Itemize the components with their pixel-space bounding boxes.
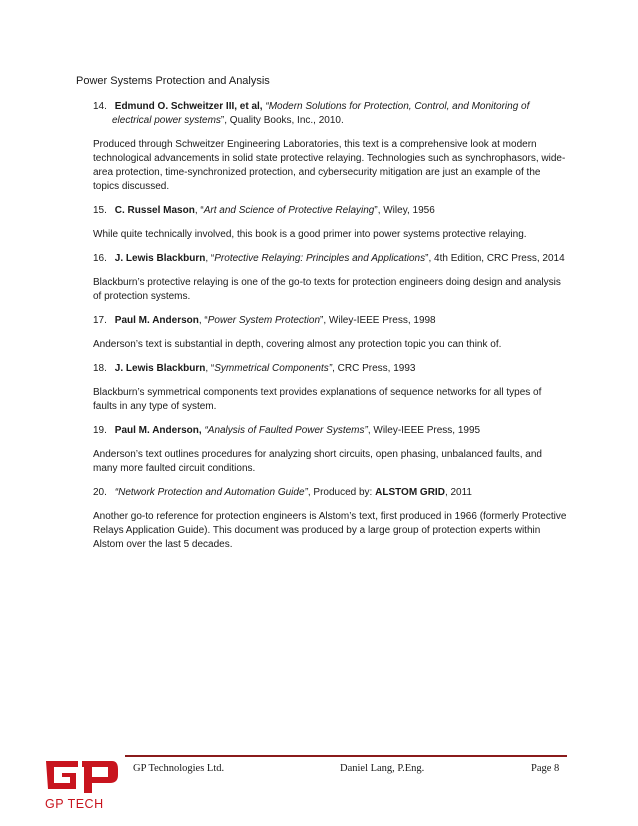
reference-15 bbox=[93, 204, 568, 218]
reference-14-citation bbox=[93, 100, 568, 128]
reference-20-citation bbox=[93, 486, 568, 500]
reference-publisher: , 2011 bbox=[444, 487, 472, 498]
reference-number: 18. bbox=[93, 363, 107, 374]
reference-number: 16. bbox=[93, 253, 107, 264]
reference-title: “Modern Solutions for Protection, Control, and Monitoring of electrical power systems bbox=[112, 101, 530, 126]
reference-title: “Network Protection and Automation Guide” bbox=[114, 487, 308, 498]
reference-number: 20. bbox=[93, 487, 107, 498]
footer-company: GP Technologies Ltd. bbox=[133, 763, 225, 774]
footer-author: Daniel Lang, P.Eng. bbox=[340, 763, 425, 774]
reference-number: 17. bbox=[93, 315, 107, 326]
reference-19-citation bbox=[93, 424, 568, 438]
section-title: Power Systems Protection and Analysis bbox=[76, 75, 270, 87]
reference-publisher: ”, Quality Books, Inc., 2010. bbox=[220, 115, 344, 126]
reference-publisher: , Wiley-IEEE Press, 1995 bbox=[367, 425, 481, 436]
reference-publisher: , CRC Press, 1993 bbox=[332, 363, 416, 374]
reference-17 bbox=[93, 314, 568, 328]
reference-16-citation bbox=[93, 252, 568, 266]
reference-author: ALSTOM GRID bbox=[375, 487, 445, 498]
reference-number: 15. bbox=[93, 205, 107, 216]
reference-title: “Analysis of Faulted Power Systems” bbox=[204, 425, 368, 436]
reference-author: J. Lewis Blackburn bbox=[114, 253, 206, 264]
reference-title: Power System Protection bbox=[207, 315, 321, 326]
reference-separator: , “ bbox=[205, 363, 215, 374]
reference-author: Paul M. Anderson bbox=[114, 315, 199, 326]
reference-15-description: While quite technically involved, this book is a good primer into power systems protective relaying. bbox=[93, 229, 527, 240]
reference-producer-label: , Produced by: bbox=[307, 487, 376, 498]
reference-title: Art and Science of Protective Relaying bbox=[203, 205, 375, 216]
reference-17-citation bbox=[93, 314, 568, 328]
reference-publisher: ”, Wiley, 1956 bbox=[374, 205, 435, 216]
reference-18-citation bbox=[93, 362, 568, 376]
reference-author: C. Russel Mason bbox=[114, 205, 195, 216]
reference-publisher: ”, Wiley-IEEE Press, 1998 bbox=[320, 315, 436, 326]
reference-18-description: Blackburn’s symmetrical components text provides explanations of sequence networks for all types of faults in any type of system. bbox=[93, 387, 542, 412]
reference-list bbox=[93, 100, 568, 552]
reference-author: Paul M. Anderson, bbox=[114, 425, 202, 436]
reference-18 bbox=[93, 362, 568, 376]
reference-20 bbox=[93, 486, 568, 500]
reference-19-description: Anderson’s text outlines procedures for analyzing short circuits, open phasing, unbalanced faults, and many more faulted circuit conditions. bbox=[93, 449, 542, 474]
reference-author: J. Lewis Blackburn bbox=[114, 363, 206, 374]
reference-separator: , “ bbox=[198, 315, 208, 326]
reference-separator: , “ bbox=[194, 205, 204, 216]
reference-16 bbox=[93, 252, 568, 266]
reference-separator: , “ bbox=[205, 253, 215, 264]
reference-16-description: Blackburn’s protective relaying is one of the go-to texts for protection engineers doing design and analysis of protection systems. bbox=[93, 277, 561, 302]
reference-publisher: ”, 4th Edition, CRC Press, 2014 bbox=[425, 253, 565, 264]
reference-14 bbox=[93, 100, 568, 128]
reference-number: 14. bbox=[93, 101, 107, 112]
footer-page-number: Page 8 bbox=[531, 763, 560, 774]
reference-14-description: Produced through Schweitzer Engineering Laboratories, this text is a comprehensive look at modern technological advancements in solid state protective relaying. Technologies such as synchrophasors, wide-area protection, time-synchronized protection, and cybersecurity mitigation are just an example of the topics discussed. bbox=[93, 139, 566, 192]
reference-number: 19. bbox=[93, 425, 107, 436]
reference-15-citation bbox=[93, 204, 568, 218]
footer-rule bbox=[125, 755, 567, 757]
reference-20-description: Another go-to reference for protection engineers is Alstom’s text, first produced in 1966 (formerly Protective Relays Application Guide). This document was produced by a large group of protection experts within Alstom over the last 5 decades. bbox=[93, 511, 567, 550]
reference-author: Edmund O. Schweitzer III, et al, bbox=[114, 101, 263, 112]
logo-text: GP TECH bbox=[45, 797, 104, 811]
reference-title: Symmetrical Components” bbox=[214, 363, 333, 374]
reference-title: Protective Relaying: Principles and Applications bbox=[214, 253, 426, 264]
reference-17-description: Anderson’s text is substantial in depth, covering almost any protection topic you can think of. bbox=[93, 339, 502, 350]
reference-19 bbox=[93, 424, 568, 438]
